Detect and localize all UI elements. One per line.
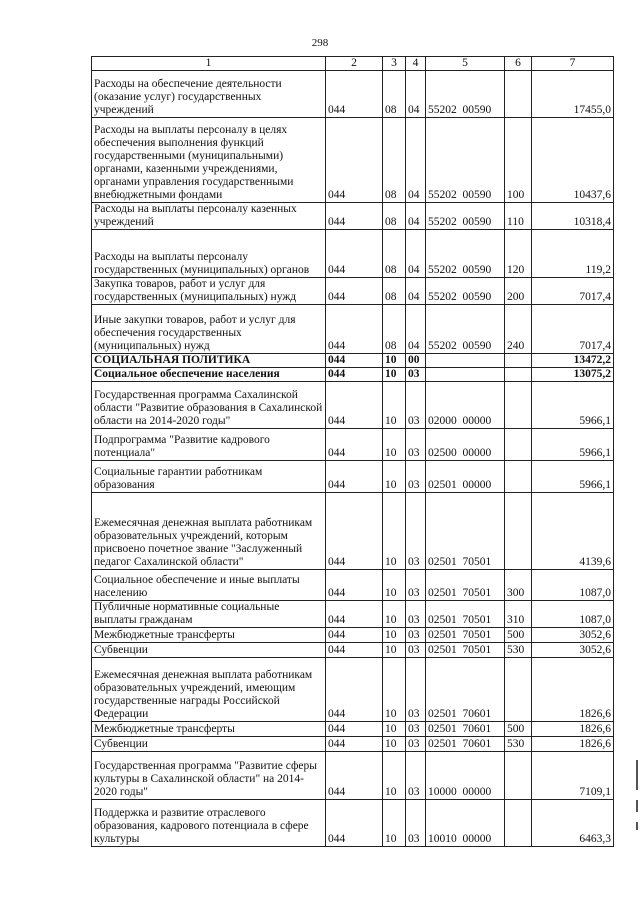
cell-c4: 04 xyxy=(406,203,426,230)
budget-table xyxy=(91,56,614,847)
cell-c7: 1087,0 xyxy=(532,570,614,601)
cell-c4: 04 xyxy=(406,118,426,203)
scan-mark xyxy=(636,800,638,812)
cell-c2: 044 xyxy=(326,658,383,722)
table-row xyxy=(92,354,614,368)
cell-c2: 044 xyxy=(326,628,383,643)
cell-c7: 10437,6 xyxy=(532,118,614,203)
table-row xyxy=(92,752,614,800)
cell-c3: 08 xyxy=(383,305,406,354)
cell-c7: 6463,3 xyxy=(532,800,614,847)
cell-c2: 044 xyxy=(326,71,383,118)
column-header: 7 xyxy=(532,57,614,71)
cell-c4: 03 xyxy=(406,461,426,493)
cell-c6: 300 xyxy=(505,570,532,601)
row-description: Социальное обеспечение населения xyxy=(92,368,326,382)
cell-c3: 10 xyxy=(383,722,406,737)
cell-c5 xyxy=(426,368,505,382)
table-row xyxy=(92,800,614,847)
cell-c3: 10 xyxy=(383,354,406,368)
cell-c3: 10 xyxy=(383,601,406,628)
cell-c5: 02501 00000 xyxy=(426,461,505,493)
cell-c6: 200 xyxy=(505,278,532,305)
cell-c6: 500 xyxy=(505,722,532,737)
column-header: 3 xyxy=(383,57,406,71)
cell-c4: 03 xyxy=(406,628,426,643)
cell-c2: 044 xyxy=(326,118,383,203)
cell-c3: 10 xyxy=(383,628,406,643)
row-description: Закупка товаров, работ и услуг для государственных (муниципальных) нужд xyxy=(92,278,326,305)
cell-c7: 5966,1 xyxy=(532,382,614,429)
cell-c6: 110 xyxy=(505,203,532,230)
table-row xyxy=(92,493,614,570)
column-header: 6 xyxy=(505,57,532,71)
cell-c5: 02501 70601 xyxy=(426,658,505,722)
cell-c2: 044 xyxy=(326,368,383,382)
cell-c4: 03 xyxy=(406,800,426,847)
cell-c4: 03 xyxy=(406,752,426,800)
cell-c5: 02501 70501 xyxy=(426,493,505,570)
cell-c3: 10 xyxy=(383,800,406,847)
cell-c5: 55202 00590 xyxy=(426,71,505,118)
cell-c7: 7109,1 xyxy=(532,752,614,800)
cell-c2: 044 xyxy=(326,429,383,461)
page-number: 298 xyxy=(311,37,329,49)
table-row xyxy=(92,71,614,118)
header-row xyxy=(92,57,614,71)
cell-c7: 10318,4 xyxy=(532,203,614,230)
cell-c6: 500 xyxy=(505,628,532,643)
cell-c6: 240 xyxy=(505,305,532,354)
cell-c3: 08 xyxy=(383,230,406,278)
cell-c5: 55202 00590 xyxy=(426,118,505,203)
cell-c7: 5966,1 xyxy=(532,429,614,461)
table-row xyxy=(92,628,614,643)
cell-c2: 044 xyxy=(326,493,383,570)
table-row xyxy=(92,737,614,752)
cell-c5: 02501 70601 xyxy=(426,737,505,752)
table-row xyxy=(92,461,614,493)
cell-c7: 7017,4 xyxy=(532,278,614,305)
table-row xyxy=(92,118,614,203)
cell-c2: 044 xyxy=(326,800,383,847)
cell-c5: 02501 70501 xyxy=(426,601,505,628)
row-description: Расходы на выплаты персоналу в целях обеспечения выполнения функций государственными (муниципальными) органами, казенными учреждениями, органами управления государственными внебюджетными фондами xyxy=(92,118,326,203)
cell-c6: 310 xyxy=(505,601,532,628)
cell-c5 xyxy=(426,354,505,368)
cell-c6 xyxy=(505,382,532,429)
cell-c4: 03 xyxy=(406,429,426,461)
row-description: Государственная программа Сахалинской области "Развитие образования в Сахалинской области на 2014-2020 годы" xyxy=(92,382,326,429)
cell-c2: 044 xyxy=(326,570,383,601)
cell-c3: 10 xyxy=(383,752,406,800)
row-description: Ежемесячная денежная выплата работникам образовательных учреждений, которым присвоено почетное звание "Заслуженный педагог Сахалинской области" xyxy=(92,493,326,570)
cell-c2: 044 xyxy=(326,643,383,658)
cell-c4: 03 xyxy=(406,737,426,752)
row-description: Расходы на обеспечение деятельности (оказание услуг) государственных учреждений xyxy=(92,71,326,118)
cell-c3: 10 xyxy=(383,461,406,493)
row-description: Расходы на выплаты персоналу казенных учреждений xyxy=(92,203,326,230)
row-description: СОЦИАЛЬНАЯ ПОЛИТИКА xyxy=(92,354,326,368)
cell-c4: 04 xyxy=(406,71,426,118)
cell-c7: 3052,6 xyxy=(532,643,614,658)
cell-c5: 02501 70501 xyxy=(426,570,505,601)
cell-c7: 13472,2 xyxy=(532,354,614,368)
table-row xyxy=(92,658,614,722)
cell-c3: 10 xyxy=(383,658,406,722)
column-header: 2 xyxy=(326,57,383,71)
column-header: 1 xyxy=(92,57,326,71)
cell-c5: 55202 00590 xyxy=(426,305,505,354)
cell-c3: 10 xyxy=(383,643,406,658)
row-description: Иные закупки товаров, работ и услуг для обеспечения государственных (муниципальных) нужд xyxy=(92,305,326,354)
cell-c2: 044 xyxy=(326,722,383,737)
row-description: Расходы на выплаты персоналу государственных (муниципальных) органов xyxy=(92,230,326,278)
cell-c6: 120 xyxy=(505,230,532,278)
cell-c3: 08 xyxy=(383,278,406,305)
cell-c4: 03 xyxy=(406,382,426,429)
cell-c7: 1087,0 xyxy=(532,601,614,628)
cell-c7: 4139,6 xyxy=(532,493,614,570)
row-description: Поддержка и развитие отраслевого образования, кадрового потенциала в сфере культуры xyxy=(92,800,326,847)
cell-c5: 02501 70501 xyxy=(426,643,505,658)
cell-c4: 03 xyxy=(406,643,426,658)
table-row xyxy=(92,429,614,461)
table-row xyxy=(92,230,614,278)
cell-c5: 10010 00000 xyxy=(426,800,505,847)
row-description: Социальное обеспечение и иные выплаты населению xyxy=(92,570,326,601)
cell-c2: 044 xyxy=(326,278,383,305)
cell-c5: 55202 00590 xyxy=(426,230,505,278)
cell-c6: 100 xyxy=(505,118,532,203)
cell-c6 xyxy=(505,461,532,493)
cell-c6 xyxy=(505,752,532,800)
cell-c5: 02501 70501 xyxy=(426,628,505,643)
cell-c4: 03 xyxy=(406,658,426,722)
table-row xyxy=(92,203,614,230)
cell-c3: 10 xyxy=(383,429,406,461)
row-description: Ежемесячная денежная выплата работникам образовательных учреждений, имеющим государственные награды Российской Федерации xyxy=(92,658,326,722)
row-description: Публичные нормативные социальные выплаты гражданам xyxy=(92,601,326,628)
cell-c7: 13075,2 xyxy=(532,368,614,382)
cell-c3: 08 xyxy=(383,203,406,230)
scan-mark xyxy=(636,822,638,830)
cell-c6 xyxy=(505,493,532,570)
cell-c6 xyxy=(505,354,532,368)
row-description: Субвенции xyxy=(92,737,326,752)
cell-c4: 03 xyxy=(406,722,426,737)
table-row xyxy=(92,601,614,628)
cell-c5: 55202 00590 xyxy=(426,278,505,305)
cell-c3: 10 xyxy=(383,570,406,601)
row-description: Межбюджетные трансферты xyxy=(92,628,326,643)
cell-c3: 10 xyxy=(383,737,406,752)
table-row xyxy=(92,305,614,354)
cell-c4: 03 xyxy=(406,570,426,601)
cell-c5: 10000 00000 xyxy=(426,752,505,800)
row-description: Межбюджетные трансферты xyxy=(92,722,326,737)
cell-c2: 044 xyxy=(326,230,383,278)
column-header: 5 xyxy=(426,57,505,71)
table-row xyxy=(92,368,614,382)
table-row xyxy=(92,643,614,658)
cell-c5: 02501 70601 xyxy=(426,722,505,737)
cell-c6: 530 xyxy=(505,737,532,752)
cell-c7: 5966,1 xyxy=(532,461,614,493)
table-row xyxy=(92,278,614,305)
row-description: Субвенции xyxy=(92,643,326,658)
cell-c2: 044 xyxy=(326,382,383,429)
cell-c5: 02500 00000 xyxy=(426,429,505,461)
cell-c2: 044 xyxy=(326,203,383,230)
cell-c6 xyxy=(505,71,532,118)
cell-c7: 119,2 xyxy=(532,230,614,278)
table-row xyxy=(92,722,614,737)
cell-c7: 1826,6 xyxy=(532,658,614,722)
cell-c6 xyxy=(505,658,532,722)
cell-c4: 04 xyxy=(406,278,426,305)
cell-c7: 17455,0 xyxy=(532,71,614,118)
cell-c3: 10 xyxy=(383,493,406,570)
row-description: Государственная программа "Развитие сферы культуры в Сахалинской области" на 2014-2020 годы" xyxy=(92,752,326,800)
cell-c4: 04 xyxy=(406,230,426,278)
cell-c2: 044 xyxy=(326,752,383,800)
cell-c4: 04 xyxy=(406,305,426,354)
cell-c6 xyxy=(505,800,532,847)
cell-c4: 00 xyxy=(406,354,426,368)
row-description: Социальные гарантии работникам образования xyxy=(92,461,326,493)
cell-c3: 10 xyxy=(383,368,406,382)
scan-mark xyxy=(636,760,638,790)
column-header: 4 xyxy=(406,57,426,71)
cell-c2: 044 xyxy=(326,354,383,368)
cell-c3: 10 xyxy=(383,382,406,429)
cell-c5: 02000 00000 xyxy=(426,382,505,429)
cell-c3: 08 xyxy=(383,118,406,203)
cell-c6: 530 xyxy=(505,643,532,658)
cell-c2: 044 xyxy=(326,601,383,628)
table-row xyxy=(92,570,614,601)
cell-c6 xyxy=(505,429,532,461)
row-description: Подпрограмма "Развитие кадрового потенциала" xyxy=(92,429,326,461)
cell-c2: 044 xyxy=(326,461,383,493)
cell-c7: 1826,6 xyxy=(532,737,614,752)
cell-c2: 044 xyxy=(326,305,383,354)
cell-c2: 044 xyxy=(326,737,383,752)
cell-c7: 1826,6 xyxy=(532,722,614,737)
cell-c3: 08 xyxy=(383,71,406,118)
cell-c6 xyxy=(505,368,532,382)
cell-c4: 03 xyxy=(406,601,426,628)
cell-c4: 03 xyxy=(406,368,426,382)
cell-c7: 7017,4 xyxy=(532,305,614,354)
table-body xyxy=(92,71,614,847)
table-row xyxy=(92,382,614,429)
cell-c7: 3052,6 xyxy=(532,628,614,643)
cell-c5: 55202 00590 xyxy=(426,203,505,230)
cell-c4: 03 xyxy=(406,493,426,570)
